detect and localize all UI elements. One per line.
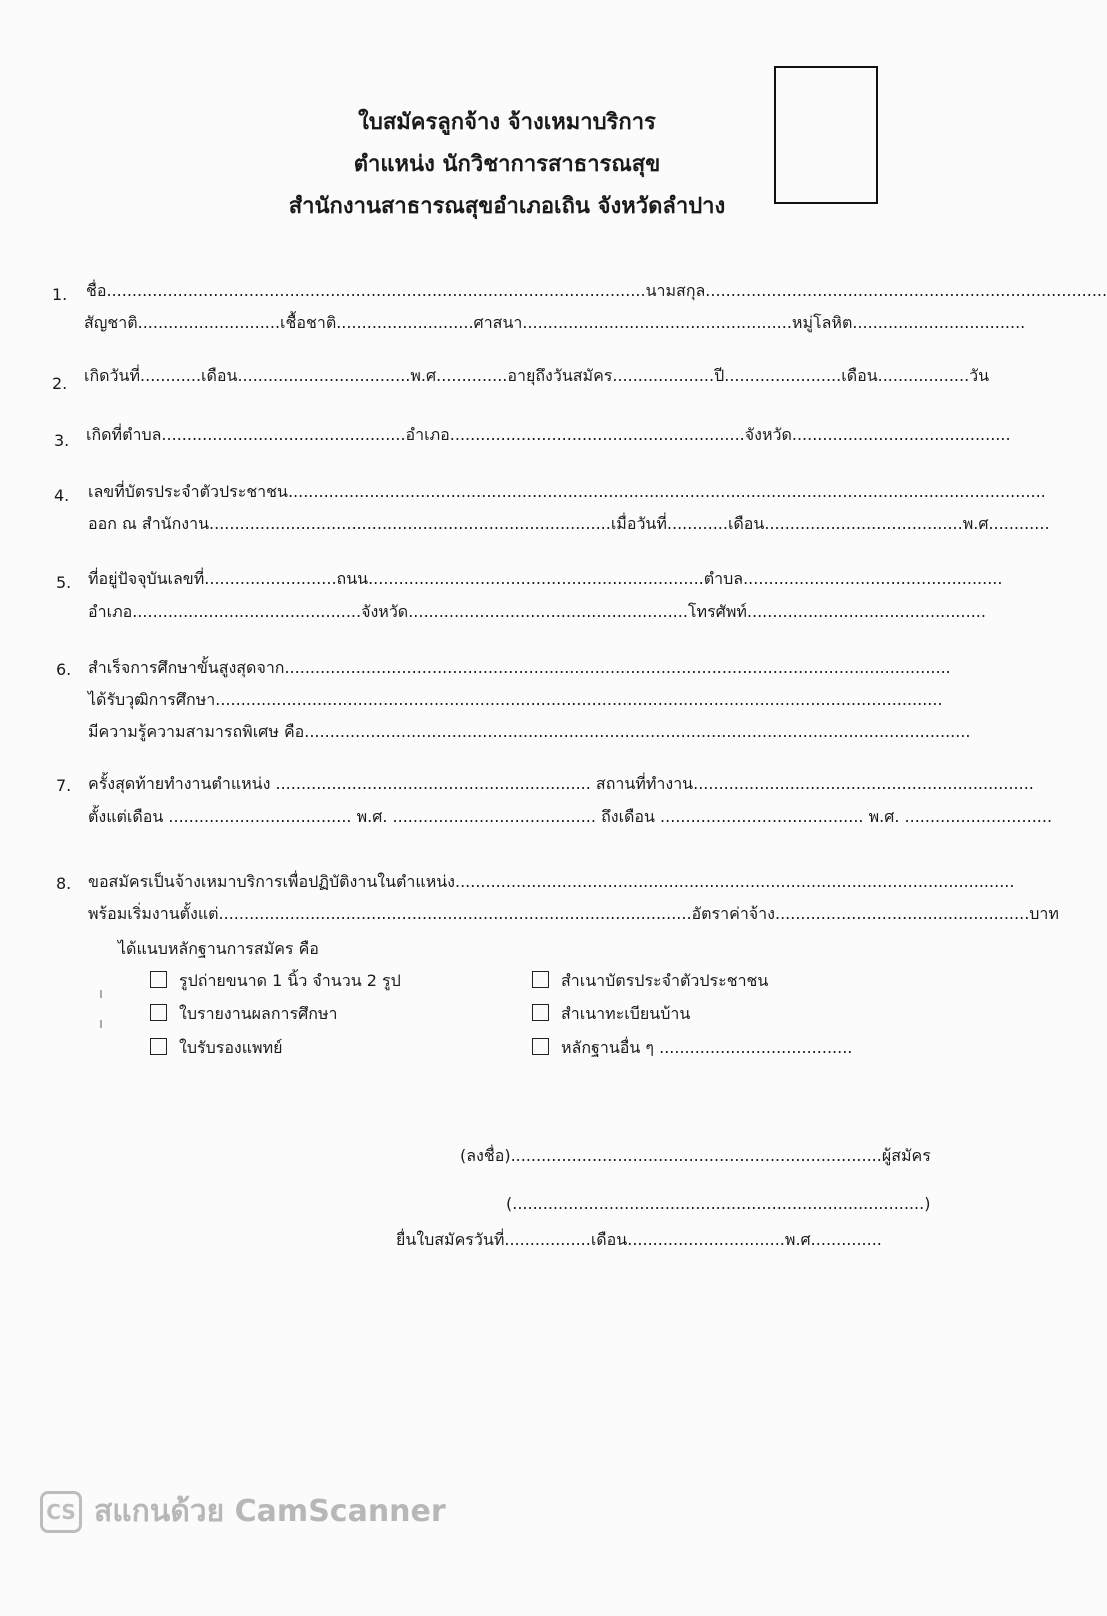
section-7-number: 7.: [56, 776, 72, 795]
section-5-number: 5.: [56, 573, 72, 592]
camscanner-watermark: [40, 1488, 446, 1535]
scan-mark: [100, 1020, 102, 1028]
attachments-label: ได้แนบหลักฐานการสมัคร คือ: [118, 939, 319, 958]
name-field[interactable]: ชื่อ..........................................................................................................นามสกุล...............................................................................: [86, 281, 1107, 300]
checkbox-id-copy[interactable]: [532, 969, 768, 994]
checkbox-medical-certificate[interactable]: [150, 1036, 283, 1061]
applicant-signature-field[interactable]: (ลงชื่อ).........................................................................ผู้สมัคร: [460, 1146, 931, 1165]
apply-position-field[interactable]: ขอสมัครเป็นจ้างเหมาบริการเพื่อปฏิบัติงานในตำแหน่ง..............................................................................................................: [88, 872, 1015, 891]
checkbox-photo-label: รูปถ่ายขนาด 1 นิ้ว จำนวน 2 รูป: [179, 971, 401, 990]
checkbox-icon[interactable]: [150, 1004, 167, 1021]
address-field[interactable]: ที่อยู่ปัจจุบันเลขที่..........................ถนน..................................................................ตำบล...................................................: [88, 569, 1003, 588]
checkbox-photo[interactable]: [150, 969, 401, 994]
section-2-number: 2.: [52, 374, 68, 393]
id-card-issue-field[interactable]: ออก ณ สำนักงาน...............................................................................เมื่อวันที่............เดือน.......................................พ.ศ............: [88, 514, 1050, 533]
checkbox-transcript-label: ใบรายงานผลการศึกษา: [179, 1004, 338, 1023]
section-6-number: 6.: [56, 660, 72, 679]
district-field[interactable]: อำเภอ.............................................จังหวัด.......................................................โทรศัพท์...............................................: [88, 602, 986, 621]
position-title: ตำแหน่ง นักวิชาการสาธารณสุข: [353, 152, 661, 177]
employment-period-field[interactable]: ตั้งแต่เดือน .................................... พ.ศ. ........................................ ถึงเดือน ........................................ พ.ศ. .............................: [88, 807, 1053, 826]
section-4-number: 4.: [54, 486, 70, 505]
camscanner-text: สแกนด้วย CamScanner: [94, 1494, 446, 1529]
camscanner-logo-icon: CS: [40, 1491, 82, 1533]
checkbox-medical-certificate-label: ใบรับรองแพทย์: [179, 1038, 283, 1057]
checkbox-id-copy-label: สำเนาบัตรประจำตัวประชาชน: [561, 971, 769, 990]
checkbox-transcript[interactable]: [150, 1002, 337, 1027]
section-1-number: 1.: [52, 285, 68, 304]
checkbox-icon[interactable]: [532, 1004, 549, 1021]
nationality-field[interactable]: สัญชาติ............................เชื้อชาติ...........................ศาสนา.....................................................หมู่โลหิต..................................: [84, 313, 1026, 332]
start-date-field[interactable]: พร้อมเริ่มงานตั้งแต่.............................................................................................อัตราค่าจ้าง..................................................บาท: [88, 904, 1059, 923]
birth-place-field[interactable]: เกิดที่ตำบล................................................อำเภอ..........................................................จังหวัด...........................................: [86, 425, 1011, 444]
section-3-number: 3.: [54, 431, 70, 450]
submission-date-field[interactable]: ยื่นใบสมัครวันที่.................เดือน...............................พ.ศ..............: [396, 1230, 882, 1249]
applicant-name-field[interactable]: (.................................................................................): [506, 1194, 931, 1213]
checkbox-house-registration-label: สำเนาทะเบียนบ้าน: [561, 1004, 691, 1023]
last-position-field[interactable]: ครั้งสุดท้ายทำงานตำแหน่ง .............................................................. สถานที่ทำงาน...................................................................: [88, 774, 1034, 793]
id-card-field[interactable]: เลขที่บัตรประจำตัวประชาชน.....................................................................................................................................................: [88, 482, 1046, 501]
checkbox-icon[interactable]: [150, 1038, 167, 1055]
checkbox-icon[interactable]: [532, 971, 549, 988]
checkbox-other-evidence-label: หลักฐานอื่น ๆ ......................................: [561, 1038, 853, 1057]
birth-date-field[interactable]: เกิดวันที่............เดือน..................................พ.ศ..............อายุถึงวันสมัคร....................ปี.......................เดือน..................วัน: [84, 366, 990, 385]
scan-mark: [100, 990, 102, 998]
office-title: สำนักงานสาธารณสุขอำเภอเถิน จังหวัดลำปาง: [288, 194, 726, 219]
degree-field[interactable]: ได้รับวุฒิการศึกษา...............................................................................................................................................: [88, 690, 943, 709]
checkbox-house-registration[interactable]: [532, 1002, 690, 1027]
special-skills-field[interactable]: มีความรู้ความสามารถพิเศษ คือ...................................................................................................................................: [88, 722, 971, 741]
form-title: ใบสมัครลูกจ้าง จ้างเหมาบริการ: [358, 110, 656, 135]
checkbox-icon[interactable]: [150, 971, 167, 988]
section-8-number: 8.: [56, 874, 72, 893]
checkbox-icon[interactable]: [532, 1038, 549, 1055]
checkbox-other-evidence[interactable]: [532, 1036, 852, 1061]
education-field[interactable]: สำเร็จการศึกษาขั้นสูงสุดจาก...................................................................................................................................: [88, 658, 951, 677]
